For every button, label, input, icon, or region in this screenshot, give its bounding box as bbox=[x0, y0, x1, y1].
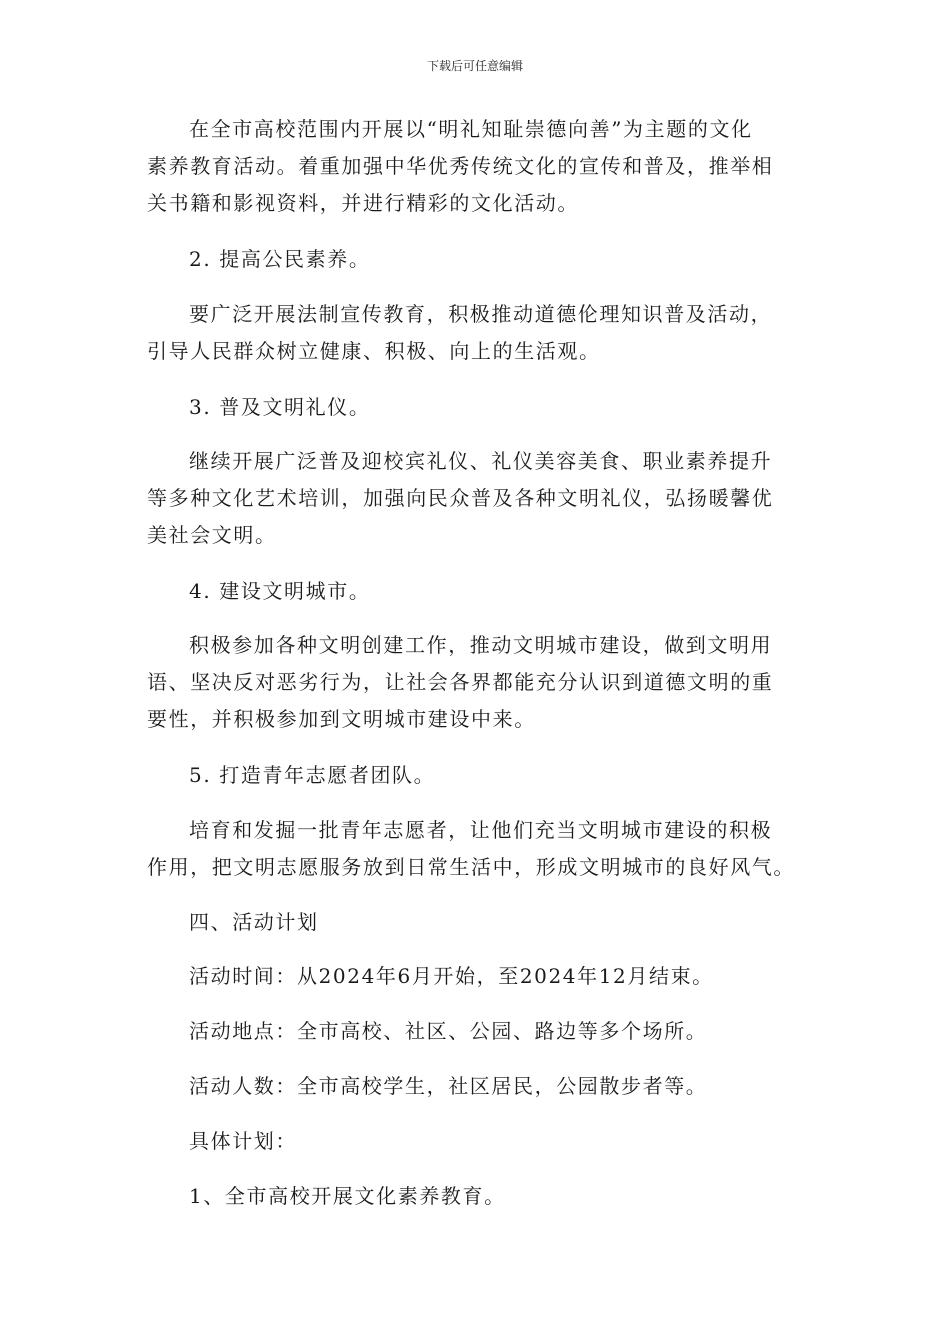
paragraph-line: 具体计划： bbox=[189, 1129, 297, 1153]
heading-item-2 bbox=[147, 241, 807, 278]
activity-time bbox=[147, 958, 807, 995]
paragraph-line: 要广泛开展法制宣传教育，积极推动道德伦理知识普及活动， bbox=[189, 302, 773, 326]
paragraph-line: 要性，并积极参加到文明城市建设中来。 bbox=[147, 707, 536, 731]
paragraph-line: 作用，把文明志愿服务放到日常生活中，形成文明城市的良好风气。 bbox=[147, 855, 795, 879]
paragraph-line: 活动地点：全市高校、社区、公园、路边等多个场所。 bbox=[189, 1019, 708, 1043]
heading-text: 5. 打造青年志愿者团队。 bbox=[189, 763, 436, 787]
paragraph-volunteers bbox=[147, 812, 807, 886]
heading-text: 4. 建设文明城市。 bbox=[189, 579, 371, 603]
paragraph-cultural-education bbox=[147, 111, 807, 222]
paragraph-line: 语、坚决反对恶劣行为，让社会各界都能充分认识到道德文明的重 bbox=[147, 670, 774, 694]
heading-text: 3. 普及文明礼仪。 bbox=[189, 395, 371, 419]
heading-text: 四、活动计划 bbox=[189, 910, 319, 934]
activity-people bbox=[147, 1068, 807, 1105]
paragraph-line: 继续开展广泛普及迎校宾礼仪、礼仪美容美食、职业素养提升 bbox=[189, 449, 773, 473]
paragraph-line: 积极参加各种文明创建工作，推动文明城市建设，做到文明用 bbox=[189, 633, 773, 657]
specific-plan-heading bbox=[147, 1123, 807, 1160]
heading-item-3 bbox=[147, 389, 807, 426]
heading-item-5 bbox=[147, 757, 807, 794]
paragraph-line: 在全市高校范围内开展以“明礼知耻崇德向善”为主题的文化 bbox=[189, 117, 753, 141]
paragraph-line: 活动人数：全市高校学生，社区居民，公园散步者等。 bbox=[189, 1074, 708, 1098]
paragraph-line: 素养教育活动。着重加强中华优秀传统文化的宣传和普及，推举相 bbox=[147, 154, 774, 178]
activity-place bbox=[147, 1013, 807, 1050]
heading-item-4 bbox=[147, 573, 807, 610]
paragraph-line: 引导人民群众树立健康、积极、向上的生活观。 bbox=[147, 339, 601, 363]
section-heading-activity-plan bbox=[147, 904, 807, 941]
paragraph-civic-quality bbox=[147, 296, 807, 370]
heading-text: 2. 提高公民素养。 bbox=[189, 247, 371, 271]
paragraph-line: 活动时间：从2024年6月开始，至2024年12月结束。 bbox=[189, 964, 714, 988]
paragraph-etiquette bbox=[147, 443, 807, 554]
paragraph-line: 等多种文化艺术培训，加强向民众普及各种文明礼仪，弘扬暖馨优 bbox=[147, 486, 774, 510]
paragraph-civilized-city bbox=[147, 627, 807, 738]
plan-item-1 bbox=[147, 1178, 807, 1215]
paragraph-line: 1、全市高校开展文化素养教育。 bbox=[189, 1184, 506, 1208]
paragraph-line: 美社会文明。 bbox=[147, 523, 277, 547]
paragraph-line: 培育和发掘一批青年志愿者，让他们充当文明城市建设的积极 bbox=[189, 818, 773, 842]
page-header: 下载后可任意编辑 bbox=[426, 59, 523, 73]
paragraph-line: 关书籍和影视资料，并进行精彩的文化活动。 bbox=[147, 191, 579, 215]
